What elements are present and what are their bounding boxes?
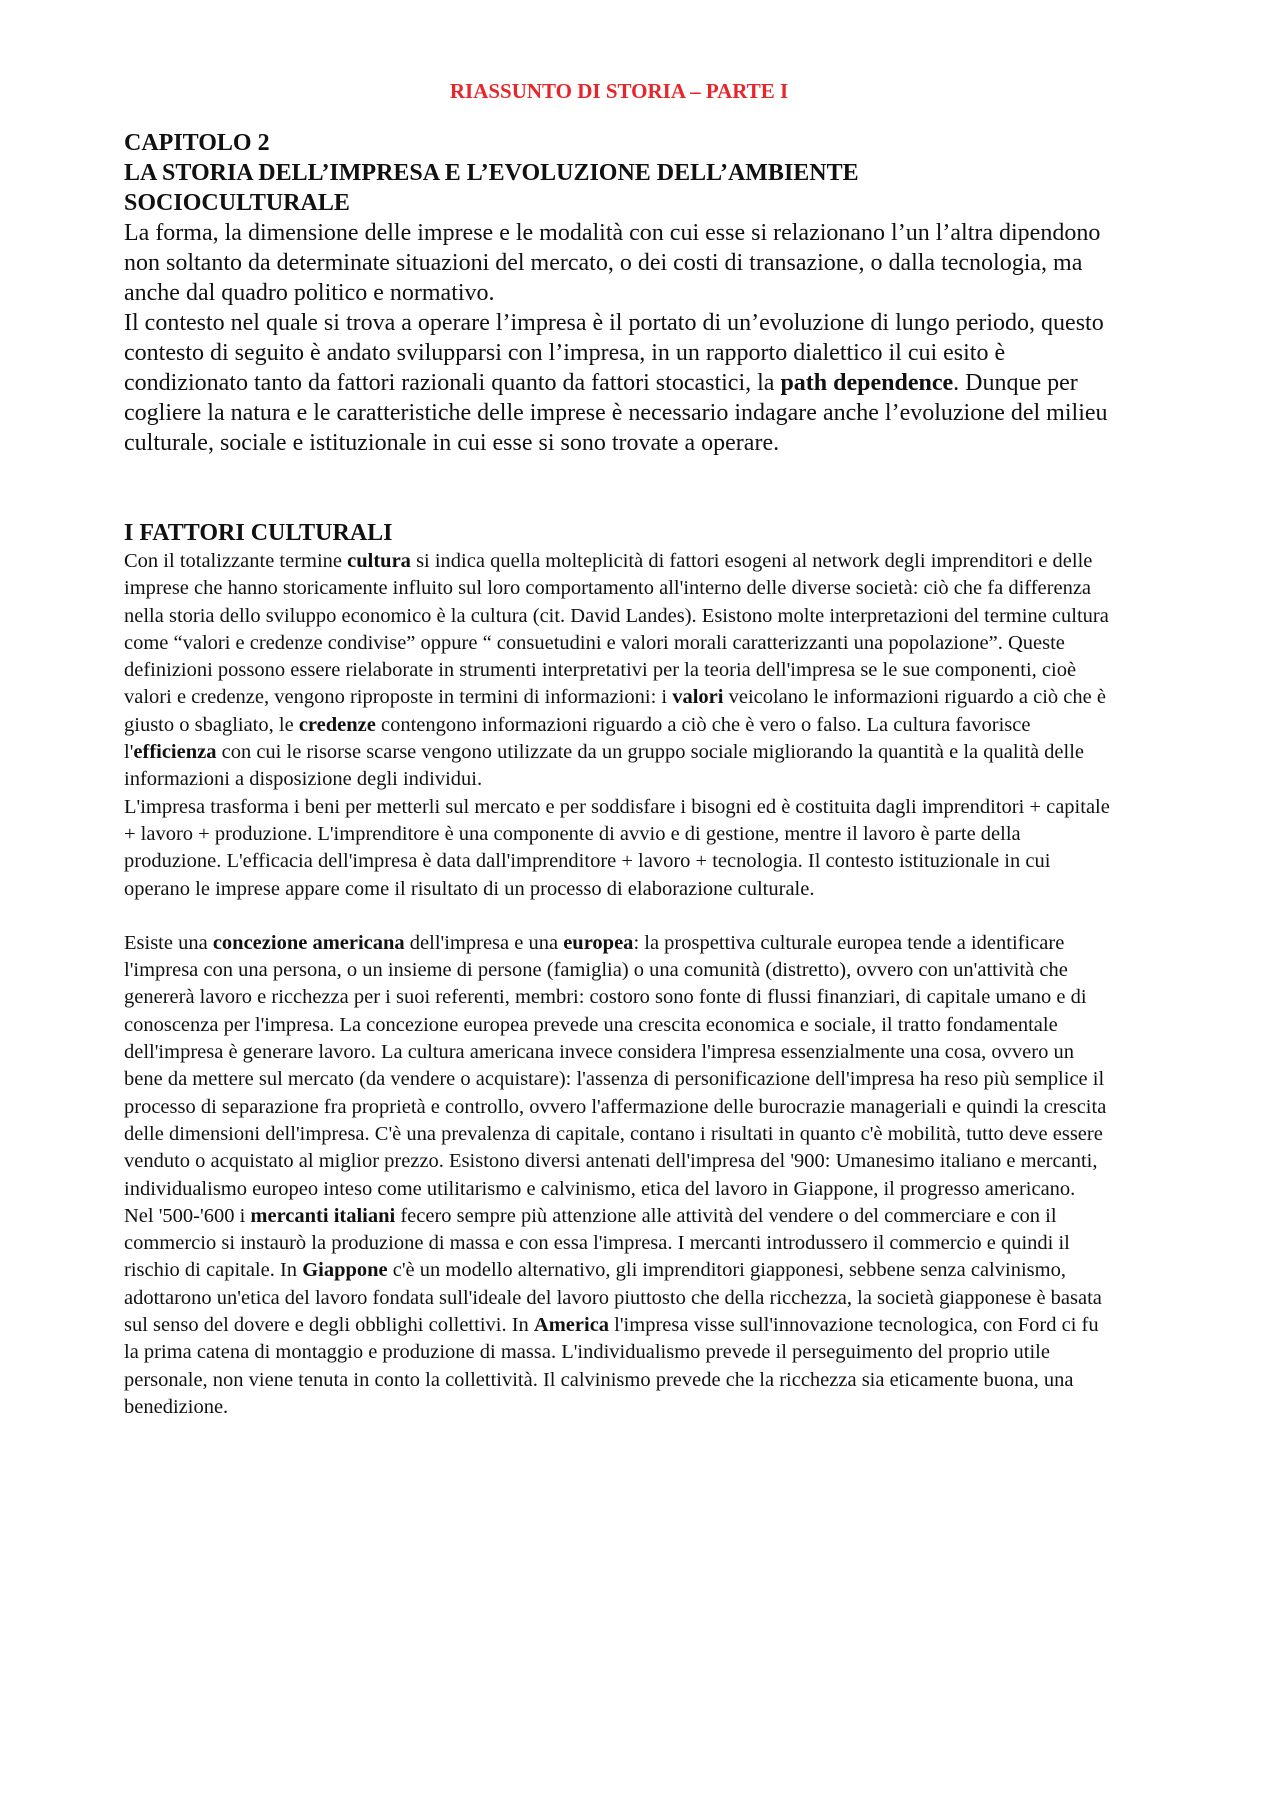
bold-term: America: [533, 1314, 610, 1337]
bold-term: efficienza: [133, 741, 217, 764]
section-paragraph-2: [124, 794, 1114, 903]
intro-p2-text-a: Il contesto nel quale si trova a operare l’impresa è il portato di un’evoluzione di lungo periodo, questo contesto di seguito è andato svilupparsi con l’impresa, in un rapporto dialettico il cui esito è condizionato tanto da fattori razionali quanto da fattori stocastici, la: [124, 310, 1104, 396]
intro-p2-bold-term: path dependence: [780, 370, 954, 396]
paragraph-spacer: [124, 903, 1114, 930]
bold-term: europea: [563, 931, 634, 954]
text-run: : la prospettiva culturale europea tende a identificare l'impresa con una persona, o un insieme di persone (famiglia) o una comunità (distretto), ovvero con un'attività che genererà lavoro e ricchezza per i suoi referenti, membri: costoro sono fonte di flussi finanziari, di capitale umano e di conoscenza per l'impresa. La concezione europea prevede una crescita economica e sociale, il tratto fondamentale dell'impresa è generare lavoro. La cultura americana invece considera l'impresa essenzialmente una cosa, ovvero un bene da mettere sul mercato (da vendere o acquistare): l'assenza di personificazione dell'impresa ha reso più semplice il processo di separazione fra proprietà e controllo, ovvero l'affermazione delle burocrazie manageriali e quindi la crescita delle dimensioni dell'impresa. C'è una prevalenza di capitale, contano i risultati in quanto c'è mobilità, tutto deve essere venduto o acquistato al miglior prezzo. Esistono diversi antenati dell'impresa del '900: Umanesimo italiano e mercanti, individualismo europeo inteso come utilitarismo e calvinismo, etica del lavoro in Giappone, il progresso americano.: [124, 931, 1107, 1200]
section-spacer: [124, 458, 1114, 518]
section-heading: I FATTORI CULTURALI: [124, 520, 393, 546]
chapter-number: CAPITOLO 2: [124, 130, 270, 156]
document-title: RIASSUNTO DI STORIA – PARTE I: [449, 79, 789, 103]
text-run: si indica quella molteplicità di fattori esogeni al network degli imprenditori e delle imprese che hanno storicamente influito sul loro comportamento all'interno delle diverse società: ciò che fa differenza nella storia dello sviluppo economico è la cultura (cit. David Landes). Esistono molte interpretazioni del termine cultura come “valori e credenze condivise” oppure “ consuetudini e valori morali caratterizzanti una popolazione”. Queste definizioni possono essere rielaborate in strumenti interpretativi per la teoria dell'impresa se le sue componenti, cioè valori e credenze, vengono riproposte in termini di informazioni: i: [124, 550, 1109, 709]
chapter-title-line2: SOCIOCULTURALE: [124, 190, 350, 216]
bold-term: Giappone: [302, 1259, 388, 1282]
text-run: Con il totalizzante termine: [124, 550, 348, 572]
chapter-heading: [124, 128, 1114, 218]
bold-term: credenze: [298, 713, 376, 736]
text-run: veicolano le informazioni riguardo a ciò che è giusto o sbagliato, le: [124, 686, 1106, 736]
text-run: c'è un modello alternativo, gli imprenditori giapponesi, sebbene senza calvinismo, adottarono un'etica del lavoro fondata sull'ideale del lavoro piuttosto che della ricchezza, la società giapponese è basata sul senso del dovere e degli obblighi collettivi. In: [124, 1259, 1102, 1337]
intro-p2-text-b: . Dunque per cogliere la natura e le caratteristiche delle imprese è necessario indagare anche l’evoluzione del milieu culturale, sociale e istituzionale in cui esse si sono trovate a operare.: [124, 370, 1108, 456]
text-run: L'impresa trasforma i beni per metterli sul mercato e per soddisfare i bisogni ed è costituita dagli imprenditori + capitale + lavoro + produzione. L'imprenditore è una componente di avvio e di gestione, mentre il lavoro è parte della produzione. L'efficacia dell'impresa è data dall'imprenditore + lavoro + tecnologia. Il contesto istituzionale in cui operano le imprese appare come il risultato di un processo di elaborazione culturale.: [124, 795, 1110, 900]
bold-term: mercanti italiani: [250, 1204, 396, 1227]
bold-term: valori: [672, 686, 724, 709]
text-run: dell'impresa e una: [404, 931, 564, 954]
section-paragraph-3: [124, 930, 1114, 1203]
section-paragraph-1: [124, 548, 1114, 794]
chapter-title-line1: LA STORIA DELL’IMPRESA E L’EVOLUZIONE DELL’AMBIENTE: [124, 160, 859, 186]
text-run: Esiste una: [124, 931, 213, 954]
text-run: l'impresa visse sull'innovazione tecnologica, con Ford ci fu la prima catena di montaggio e produzione di massa. L'individualismo prevede il perseguimento del proprio utile personale, non viene tenuta in conto la collettività. Il calvinismo prevede che la ricchezza sia eticamente buona, una benedizione.: [124, 1314, 1099, 1418]
text-run: Nel '500-'600 i: [124, 1204, 251, 1227]
text-run: fecero sempre più attenzione alle attività del vendere o del commerciare e con il commercio si instaurò la produzione di massa e con essa l'impresa. I mercanti introdussero il commercio e quindi il rischio di capitale. In: [124, 1204, 1070, 1282]
section-paragraph-4: [124, 1203, 1114, 1421]
intro-paragraph-1: La forma, la dimensione delle imprese e le modalità con cui esse si relazionano l’un l’altra dipendono non soltanto da determinate situazioni del mercato, o dei costi di transazione, o dalla tecnologia, ma anche dal quadro politico e normativo.: [124, 220, 1101, 306]
intro-paragraph-2: [124, 308, 1114, 458]
text-run: con cui le risorse scarse vengono utilizzate da un gruppo sociale migliorando la quantità e la qualità delle informazioni a disposizione degli individui.: [124, 741, 1085, 791]
text-run: contengono informazioni riguardo a ciò che è vero o falso. La cultura favorisce l': [124, 713, 1031, 764]
bold-term: cultura: [347, 550, 411, 572]
bold-term: concezione americana: [212, 931, 405, 954]
document-page: [124, 78, 1114, 1421]
